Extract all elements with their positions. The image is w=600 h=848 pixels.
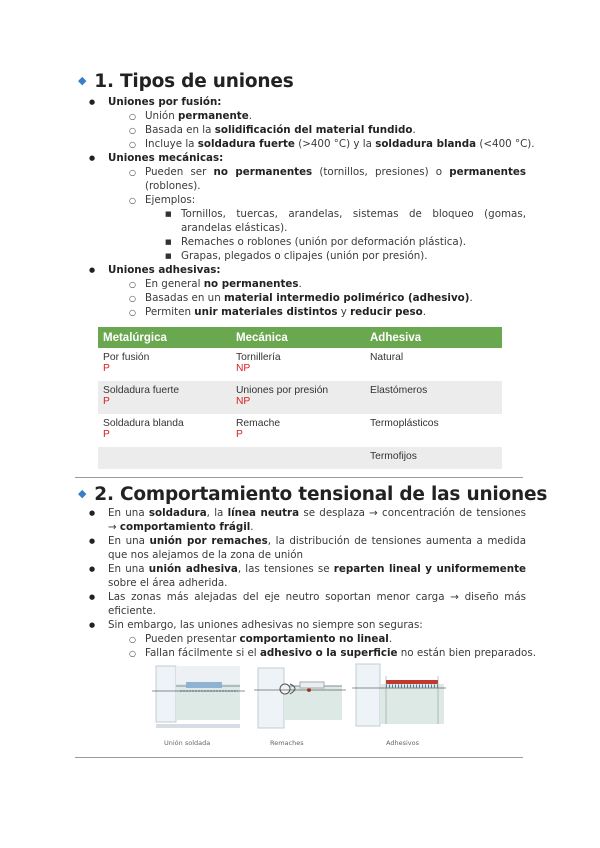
riveted-joint-diagram (254, 668, 346, 728)
figure-caption-adhesive: Adhesivos (386, 739, 419, 747)
welded-joint-diagram (152, 666, 245, 728)
table-row (98, 381, 502, 414)
section-divider (75, 757, 523, 758)
table-cell: Uniones por presión NP (231, 381, 365, 414)
adhesive-joint-diagram (352, 664, 446, 726)
example-item: ■ Remaches o roblones (unión por deformación plástica). (181, 236, 466, 250)
table-cell: Soldadura blanda P (103, 418, 184, 440)
tension-subitem: ○ Pueden presentar comportamiento no lineal. (145, 633, 392, 647)
table-cell (231, 447, 365, 469)
table-cell: Natural (370, 352, 404, 363)
table-cell: Soldadura fuerte P (98, 381, 231, 414)
table-row (98, 348, 502, 381)
tension-bullet: ● En una unión adhesiva, las tensiones se reparten lineal y uniformemente sobre el área adherida. (108, 563, 526, 590)
fusion-heading: ● Uniones por fusión: (108, 96, 221, 110)
table-row (98, 447, 502, 469)
table-cell: Termofijos (365, 447, 502, 469)
section-2-title: ◆ 2. Comportamiento tensional de las uniones (78, 484, 548, 505)
figure-caption-rivets: Remaches (270, 739, 304, 747)
adhesivas-item: ○ En general no permanentes. (145, 278, 302, 292)
union-types-table (98, 327, 502, 469)
example-item: ■ Grapas, plegados o clipajes (unión por presión). (181, 250, 428, 264)
diamond-bullet-icon: ◆ (78, 74, 87, 87)
fusion-item: ○ Unión permanente. (145, 110, 252, 124)
adhesivas-item: ○ Basadas en un material intermedio polimérico (adhesivo). (145, 292, 473, 306)
diamond-bullet-icon: ◆ (78, 487, 87, 500)
mecanicas-item: ○ Pueden ser no permanentes (tornillos, presiones) o permanentes (roblones). (145, 166, 526, 193)
tension-subitem: ○ Fallan fácilmente si el adhesivo o la superficie no están bien preparados. (145, 647, 536, 661)
example-item: ■ Tornillos, tuercas, arandelas, sistemas de bloqueo (gomas, arandelas elásticas). (181, 208, 526, 235)
mecanicas-item: ○ Ejemplos: (145, 194, 195, 208)
fusion-item: ○ Incluye la soldadura fuerte (>400 °C) y la soldadura blanda (<400 °C). (145, 138, 535, 152)
tension-bullet: ● Las zonas más alejadas del eje neutro soportan menor carga → diseño más eficiente. (108, 591, 526, 618)
adhesivas-item: ○ Permiten unir materiales distintos y reducir peso. (145, 306, 426, 320)
table-header-row (98, 327, 502, 348)
table-cell: Tornillería NP (236, 352, 281, 374)
table-row (98, 414, 502, 447)
joint-diagrams-image (150, 662, 450, 740)
table-cell: Termoplásticos (370, 418, 439, 429)
table-header-cell: Adhesiva (365, 327, 502, 348)
joint-stress-figure (150, 662, 450, 752)
fusion-item: ○ Basada en la solidificación del material fundido. (145, 124, 416, 138)
adhesivas-heading: ● Uniones adhesivas: (108, 264, 221, 278)
table-header-cell: Mecánica (231, 327, 365, 348)
table-cell: Remache P (236, 418, 281, 440)
mecanicas-heading: ● Uniones mecánicas: (108, 152, 223, 166)
tension-bullet: ● En una unión por remaches, la distribución de tensiones aumenta a medida que nos alejamos de la zona de unión (108, 535, 526, 562)
section-1-title: ◆ 1. Tipos de uniones (78, 71, 294, 92)
tension-bullet: ● Sin embargo, las uniones adhesivas no siempre son seguras: (108, 619, 423, 633)
tension-bullet: ● En una soldadura, la línea neutra se desplaza → concentración de tensiones → comportamiento frágil. (108, 507, 526, 534)
table-header-cell: Metalúrgica (98, 327, 231, 348)
figure-caption-welded: Unión soldada (164, 739, 211, 747)
table-cell: Elastómeros (365, 381, 502, 414)
table-cell (98, 447, 231, 469)
section-divider (75, 477, 523, 478)
table-cell: Por fusión P (103, 352, 150, 374)
